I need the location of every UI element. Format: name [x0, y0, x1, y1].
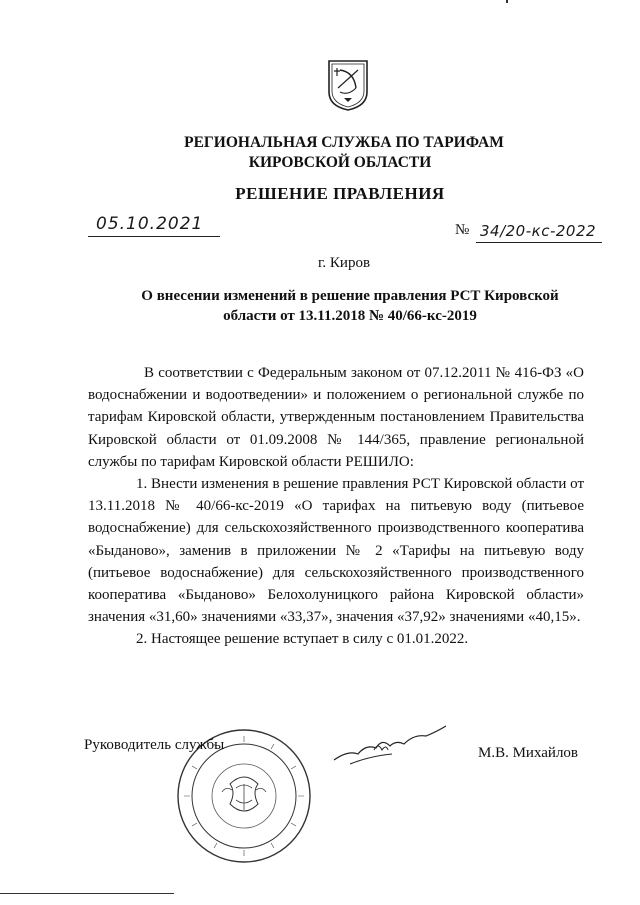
decision-item-1: 1. Внести изменения в решение правления РСТ Кировской области от 13.11.2018 № 40/66-кс-2019 «О тарифах на питьевую воду (питьевое водоснабжение) для сельскохозяйственного производственного кооператива «Быданово», заменив в приложении № 2 «Тарифы на питьевую воду (питьевое водоснабжение) для сельскохозяйственного производственного кооператива «Быданово» Белохолуницкого района Кировской области» значения «31,60» значениями «33,37», значения «37,92» значениями «40,15». — [88, 476, 584, 626]
document-number: 34/20-кс-2022 — [480, 222, 597, 240]
kirov-coat-of-arms-icon — [326, 58, 370, 112]
handwritten-signature — [330, 720, 450, 770]
decision-item-2: 2. Настоящее решение вступает в силу с 01.01.2022. — [136, 631, 469, 648]
number-label: № — [455, 222, 470, 238]
organization-name-line2: КИРОВСКОЙ ОБЛАСТИ — [248, 154, 432, 171]
date-underline — [88, 236, 220, 237]
scan-mark — [506, 0, 508, 3]
signatory-position: Руководитель службы — [84, 737, 225, 753]
signatory-name: М.В. Михайлов — [478, 745, 579, 761]
number-underline — [476, 242, 602, 243]
preamble-paragraph: В соответствии с Федеральным законом от 07.12.2011 № 416-ФЗ «О водоснабжении и водоотведении» и положением о региональной службе по тарифам Кировской области, утвержденным постановлением Правительства Кировской области от 01.09.2008 № 144/365, правление региональной службы по тарифам Кировской области РЕШИЛО: — [88, 365, 584, 470]
document-type: РЕШЕНИЕ ПРАВЛЕНИЯ — [235, 184, 445, 203]
organization-name-line1: РЕГИОНАЛЬНАЯ СЛУЖБА ПО ТАРИФАМ — [184, 134, 504, 151]
city: г. Киров — [317, 255, 371, 271]
document-subject: О внесении изменений в решение правления РСТ Кировской области от 13.11.2018 № 40/66-кс-2019 — [141, 288, 559, 324]
document-body — [88, 362, 584, 651]
footer-divider — [0, 893, 174, 894]
document-date: 05.10.2021 — [96, 214, 204, 234]
